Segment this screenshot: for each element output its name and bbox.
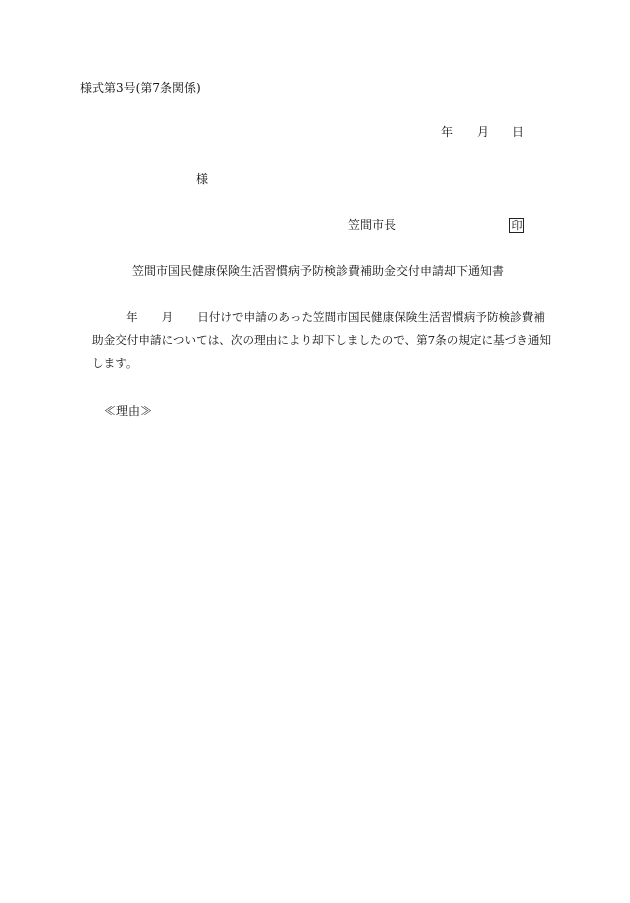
- date-month-label: 月: [477, 125, 490, 139]
- sender-title: 笠間市長: [348, 218, 397, 232]
- date-year-label: 年: [441, 125, 454, 139]
- document-title: 笠間市国民健康保険生活習慣病予防検診費補助金交付申請却下通知書: [132, 264, 505, 278]
- body-line-1-text: 日付けで申請のあった笠間市国民健康保険生活習慣病予防検診費補: [197, 310, 545, 324]
- date-day-label: 日: [512, 125, 525, 139]
- form-number: 様式第3号(第7条関係): [80, 81, 201, 95]
- body-year-label: 年: [126, 310, 138, 324]
- body-line-1: [126, 312, 545, 324]
- reason-heading: ≪理由≫: [104, 404, 153, 418]
- body-line-3: します。: [92, 356, 138, 370]
- seal-mark: 印: [509, 218, 524, 233]
- body-month-label: 月: [161, 310, 174, 324]
- addressee-suffix: 様: [196, 172, 209, 186]
- body-line-2: 助金交付申請については、次の理由により却下しましたので、第7条の規定に基づき通知: [92, 333, 552, 347]
